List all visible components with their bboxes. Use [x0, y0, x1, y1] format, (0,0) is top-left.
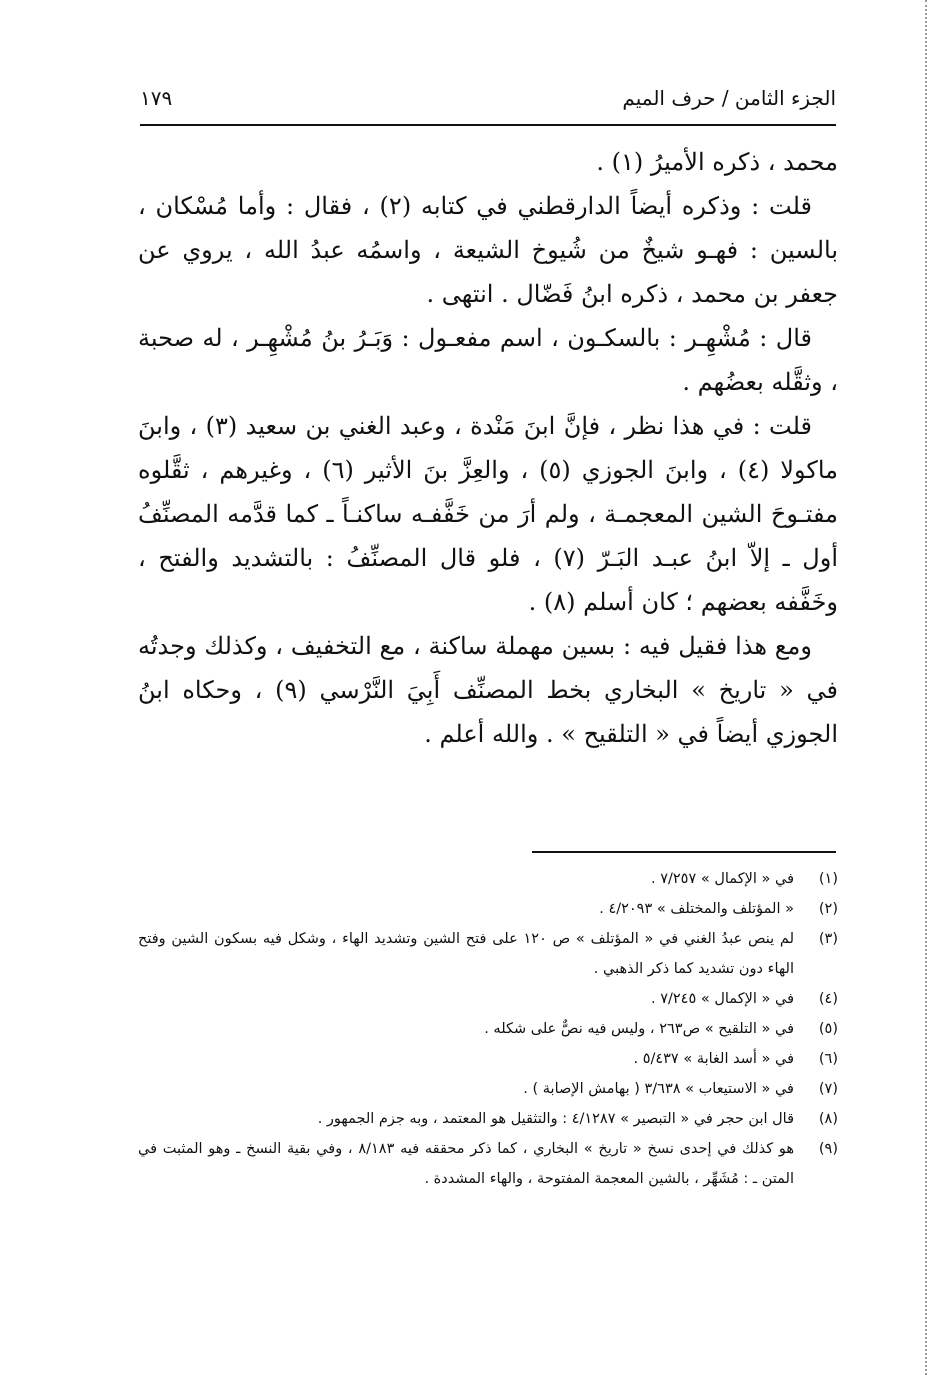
footnote-number: (٣)	[818, 931, 838, 947]
footnote	[138, 1044, 838, 1074]
footnote	[138, 1014, 838, 1044]
footnote-number: (٧)	[818, 1081, 838, 1097]
footnote-number: (١)	[818, 871, 838, 887]
footnote	[138, 924, 838, 984]
main-text	[138, 140, 838, 756]
footnote	[138, 1074, 838, 1104]
footnote-number: (٢)	[818, 901, 838, 917]
footnote-number: (٦)	[818, 1051, 838, 1067]
footnote	[138, 1104, 838, 1134]
footnote-text: في « أسد الغابة » ٥/٤٣٧ .	[633, 1051, 794, 1067]
footnote-text: قال ابن حجر في « التبصير » ٤/١٢٨٧ : والتثقيل هو المعتمد ، وبه جزم الجمهور .	[317, 1111, 794, 1127]
footnote	[138, 894, 838, 924]
footnote-separator	[532, 851, 836, 853]
footnote-text: في « التلقيح » ص٢٦٣ ، وليس فيه نصٌّ على شكله .	[484, 1021, 794, 1037]
paragraph: قلت : وذكره أيضاً الدارقطني في كتابه (٢) ، فقال : وأما مُسْكان ، بالسين : فهـو شيخٌ من شُيوخ الشيعة ، واسمُه عبدُ الله ، يروي عن جعفر بن محمد ، ذكره ابنُ فَضّال . انتهى .	[138, 192, 838, 308]
footnote	[138, 984, 838, 1014]
header-title: الجزء الثامن / حرف الميم	[622, 86, 836, 110]
footnote-text: « المؤتلف والمختلف » ٤/٢٠٩٣ .	[599, 901, 794, 917]
footnote-text: لم ينص عبدُ الغني في « المؤتلف » ص ١٢٠ على فتح الشين وتشديد الهاء ، وشكل فيه بسكون الشين وفتح الهاء دون تشديد كما ذكر الذهبي .	[138, 931, 794, 977]
page-edge-dotted-line	[924, 0, 927, 1375]
footnote-number: (٤)	[818, 991, 838, 1007]
footnote-number: (٨)	[818, 1111, 838, 1127]
footnote	[138, 1134, 838, 1194]
footnote-number: (٩)	[818, 1141, 838, 1157]
paragraph: ومع هذا فقيل فيه : بسين مهملة ساكنة ، مع التخفيف ، وكذلك وجدتُه في « تاريخ » البخاري بخط المصنِّف أَبِيَ النَّرْسي (٩) ، وحكاه ابنُ الجوزي أيضاً في « التلقيح » . والله أعلم .	[138, 632, 838, 748]
footnote-text: في « الإكمال » ٧/٢٥٧ .	[651, 871, 794, 887]
footnotes	[138, 864, 838, 1194]
paragraph: قلت : في هذا نظر ، فإنَّ ابنَ مَنْدة ، وعبد الغني بن سعيد (٣) ، وابنَ ماكولا (٤) ، وابنَ الجوزي (٥) ، والعِزَّ بنَ الأثير (٦) ، وغيرهم ، ثقَّلوه مفتـوحَ الشين المعجمـة ، ولم أرَ من خَفَّفـه ساكنـاً ـ كما قدَّمه المصنِّفُ أول ـ إلاّ ابنُ عبـد البَـرّ (٧) ، فلو قال المصنِّفُ : بالتشديد والفتح ، وخَفَّفه بعضهم ؛ كان أسلم (٨) .	[138, 412, 838, 616]
paragraph: قال : مُشْهِـر : بالسكـون ، اسم مفعـول : وَبَـرُ بنُ مُشْهِـر ، له صحبة ، وثقَّله بعضُهم .	[138, 324, 838, 396]
footnote-number: (٥)	[818, 1021, 838, 1037]
running-header	[140, 72, 836, 122]
footnote-text: هو كذلك في إحدى نسخ « تاريخ » البخاري ، كما ذكر محققه فيه ٨/١٨٣ ، وفي بقية النسخ ـ وهو المثبت في المتن ـ : مُشَهِّر ، بالشين المعجمة المفتوحة ، والهاء المشددة .	[138, 1141, 794, 1187]
footnote	[138, 864, 838, 894]
footnote-text: في « الإكمال » ٧/٢٤٥ .	[651, 991, 794, 1007]
page-number: ١٧٩	[140, 86, 173, 110]
paragraph: محمد ، ذكره الأميرُ (١) .	[596, 148, 838, 176]
footnote-text: في « الاستيعاب » ٣/٦٣٨ ( بهامش الإصابة ) .	[523, 1081, 794, 1097]
header-rule	[140, 124, 836, 126]
